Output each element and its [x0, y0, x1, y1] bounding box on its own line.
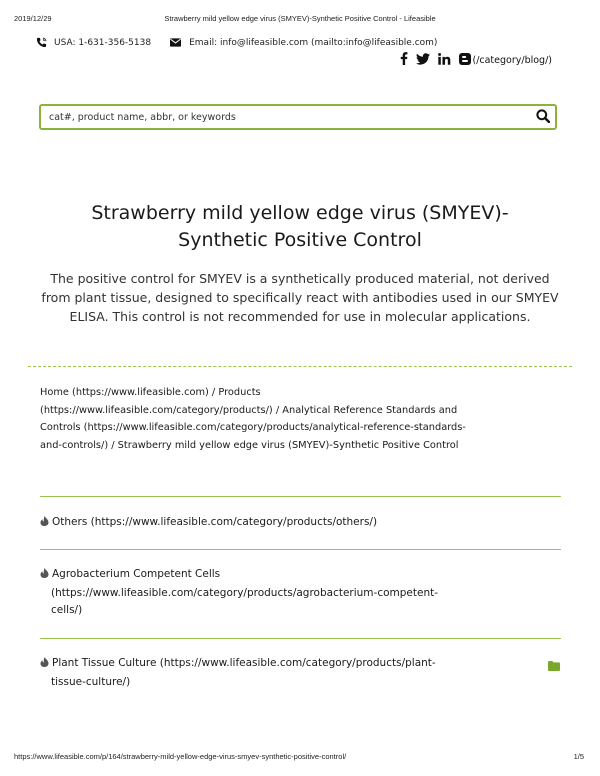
category-divider: [40, 549, 561, 550]
page-title: [40, 200, 560, 254]
linkedin-icon[interactable]: [438, 53, 451, 68]
flame-icon: [40, 567, 49, 585]
search-box: [39, 104, 557, 130]
breadcrumb-line[interactable]: (https://www.lifeasible.com/category/products/) / Analytical Reference Standards and: [40, 404, 458, 416]
print-page-number: 1/5: [573, 752, 584, 761]
search-icon: [536, 108, 550, 127]
breadcrumb-line[interactable]: Home (https://www.lifeasible.com) / Products: [40, 387, 261, 398]
category-url: cells/): [51, 604, 83, 616]
twitter-icon[interactable]: [416, 53, 430, 68]
search-input[interactable]: [47, 106, 531, 128]
category-item-agrobacterium[interactable]: [40, 566, 550, 620]
category-divider: [40, 496, 561, 497]
print-page-title: Strawberry mild yellow edge virus (SMYEV)-Synthetic Positive Control - Lifeasible: [164, 14, 436, 23]
dotted-divider: [28, 366, 572, 367]
search-button[interactable]: [531, 106, 555, 128]
contact-bar: [36, 37, 437, 48]
email-link[interactable]: Email: info@lifeasible.com (mailto:info@lifeasible.com): [189, 37, 438, 48]
breadcrumb-line[interactable]: and-controls/) / Strawberry mild yellow edge virus (SMYEV)-Synthetic Positive Control: [40, 439, 459, 451]
category-label: Plant Tissue Culture (https://www.lifeasible.com/category/products/plant-: [52, 657, 436, 669]
category-divider: [40, 638, 561, 639]
breadcrumb: [40, 384, 562, 454]
blogger-icon[interactable]: [459, 53, 471, 68]
phone-icon: [36, 37, 47, 48]
social-links: [400, 52, 552, 68]
phone-link[interactable]: USA: 1-631-356-5138: [54, 37, 152, 48]
breadcrumb-line[interactable]: Controls (https://www.lifeasible.com/category/products/analytical-reference-standards-: [40, 422, 466, 433]
category-url: (https://www.lifeasible.com/category/products/agrobacterium-competent-: [51, 586, 439, 599]
category-url: tissue-culture/): [51, 675, 131, 688]
category-label: Agrobacterium Competent Cells: [52, 568, 221, 580]
folder-icon[interactable]: [548, 656, 560, 675]
envelope-icon: [170, 38, 181, 47]
category-item-others[interactable]: [40, 514, 550, 533]
facebook-icon[interactable]: [400, 52, 408, 68]
flame-icon: [40, 656, 49, 674]
category-item-plant-tissue-culture[interactable]: [40, 655, 550, 691]
product-description: The positive control for SMYEV is a synthetically produced material, not derived from plant tissue, designed to specifically react with antibodies used in our SMYEV ELISA. This control is not recommended for use in molecular applications.: [41, 271, 559, 324]
page-title-line2: Synthetic Positive Control: [178, 229, 422, 251]
page-title-line1: Strawberry mild yellow edge virus (SMYEV)-: [91, 202, 509, 224]
print-date: 2019/12/29: [14, 14, 52, 23]
blog-link[interactable]: (/category/blog/): [472, 54, 552, 66]
flame-icon: [40, 515, 49, 533]
category-label: Others (https://www.lifeasible.com/category/products/others/): [52, 516, 378, 528]
print-url: https://www.lifeasible.com/p/164/strawberry-mild-yellow-edge-virus-smyev-synthetic-positive-control/: [14, 752, 347, 761]
